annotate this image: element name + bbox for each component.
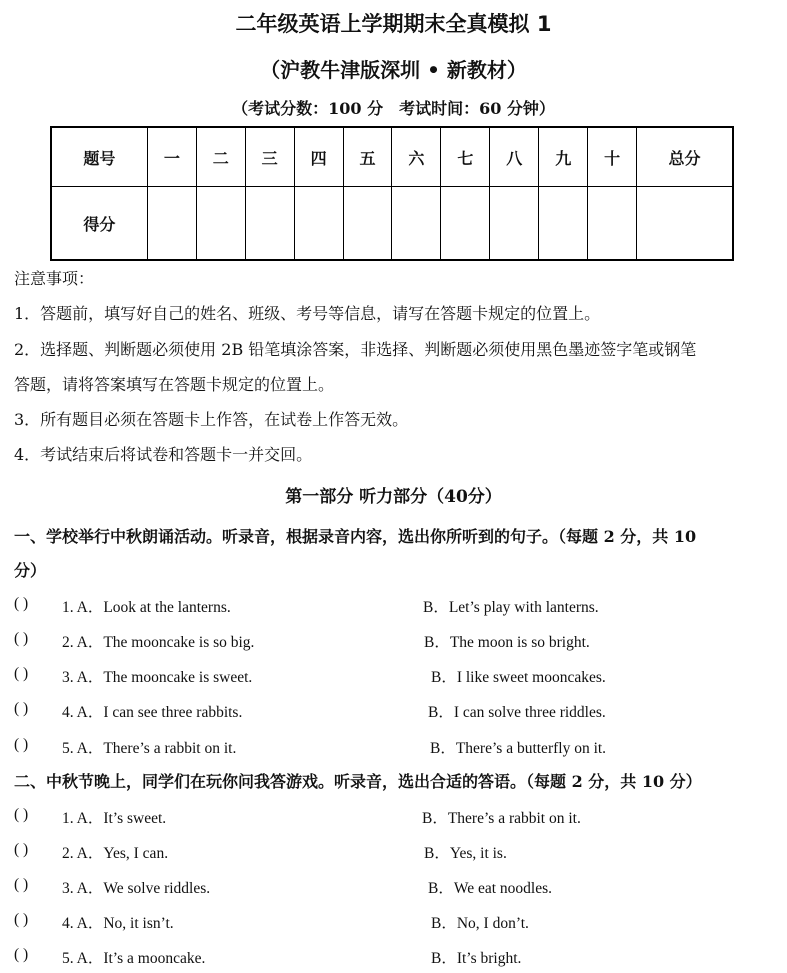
option-a: 3. A．We solve riddles. bbox=[62, 880, 211, 897]
answer-paren: ( ) bbox=[14, 911, 29, 928]
answer-paren: ( ) bbox=[14, 700, 29, 717]
option-b: B．We eat noodles. bbox=[428, 880, 553, 897]
option-a: 2. A．The mooncake is so big. bbox=[62, 634, 255, 651]
score-cell: 二 bbox=[196, 127, 245, 187]
option-b: B．Let’s play with lanterns. bbox=[423, 599, 599, 616]
score-cell: 五 bbox=[343, 127, 392, 187]
score-input-cell bbox=[294, 187, 343, 261]
section1-instruction: 一、学校举行中秋朗诵活动。听录音，根据录音内容，选出你所听到的句子。（每题 2 分，共 10 bbox=[14, 527, 697, 546]
score-cell: 六 bbox=[392, 127, 441, 187]
option-a: 5. A．There’s a rabbit on it. bbox=[62, 740, 237, 757]
score-cell: 九 bbox=[539, 127, 588, 187]
score-cell: 八 bbox=[490, 127, 539, 187]
score-table-header-row bbox=[51, 127, 733, 187]
score-cell: 四 bbox=[294, 127, 343, 187]
score-cell: 三 bbox=[245, 127, 294, 187]
answer-paren: ( ) bbox=[14, 736, 29, 753]
option-b: B．There’s a butterfly on it. bbox=[430, 740, 607, 757]
note-item: 1．答题前，填写好自己的姓名、班级、考号等信息，请写在答题卡规定的位置上。 bbox=[14, 304, 601, 323]
page-subtitle: （沪教牛津版深圳 • 新教材） bbox=[260, 58, 527, 82]
note-item: 3．所有题目必须在答题卡上作答，在试卷上作答无效。 bbox=[14, 410, 409, 429]
option-a: 2. A．Yes, I can. bbox=[62, 845, 169, 862]
option-b: B．I like sweet mooncakes. bbox=[431, 669, 606, 686]
option-b: B．It’s bright. bbox=[431, 950, 522, 967]
answer-paren: ( ) bbox=[14, 841, 29, 858]
score-input-cell bbox=[392, 187, 441, 261]
option-a: 3. A．The mooncake is sweet. bbox=[62, 669, 253, 686]
part1-title: 第一部分 听力部分（40分） bbox=[285, 487, 502, 507]
score-cell: 题号 bbox=[51, 127, 147, 187]
note-item: 4．考试结束后将试卷和答题卡一并交回。 bbox=[14, 445, 313, 464]
score-input-cell bbox=[539, 187, 588, 261]
option-a: 1. A．Look at the lanterns. bbox=[62, 599, 231, 616]
answer-paren: ( ) bbox=[14, 630, 29, 647]
score-input-cell bbox=[441, 187, 490, 261]
option-b: B．There’s a rabbit on it. bbox=[422, 810, 581, 827]
score-input-cell bbox=[245, 187, 294, 261]
note-item: 答题，请将答案填写在答题卡规定的位置上。 bbox=[14, 375, 335, 394]
score-input-cell bbox=[147, 187, 196, 261]
option-a: 5. A．It’s a mooncake. bbox=[62, 950, 206, 967]
score-table bbox=[50, 126, 734, 261]
score-cell: 一 bbox=[147, 127, 196, 187]
notes-heading: 注意事项： bbox=[14, 269, 95, 288]
option-b: B．I can solve three riddles. bbox=[428, 704, 606, 721]
answer-paren: ( ) bbox=[14, 806, 29, 823]
section2-instruction: 二、中秋节晚上，同学们在玩你问我答游戏。听录音，选出合适的答语。（每题 2 分，共 10 分） bbox=[14, 772, 702, 791]
score-cell: 总分 bbox=[637, 127, 733, 187]
score-cell: 十 bbox=[588, 127, 637, 187]
score-cell: 得分 bbox=[51, 187, 147, 261]
page-title: 二年级英语上学期期末全真模拟 1 bbox=[235, 12, 552, 36]
score-input-cell bbox=[490, 187, 539, 261]
score-input-cell bbox=[196, 187, 245, 261]
option-b: B．The moon is so bright. bbox=[424, 634, 590, 651]
answer-paren: ( ) bbox=[14, 946, 29, 963]
answer-paren: ( ) bbox=[14, 876, 29, 893]
score-input-cell bbox=[637, 187, 733, 261]
option-b: B．Yes, it is. bbox=[424, 845, 507, 862]
option-b: B．No, I don’t. bbox=[431, 915, 529, 932]
exam-info: （考试分数：100 分 考试时间：60 分钟） bbox=[232, 99, 555, 118]
score-input-cell bbox=[343, 187, 392, 261]
section1-instruction-cont: 分） bbox=[14, 561, 47, 580]
option-a: 4. A．No, it isn’t. bbox=[62, 915, 174, 932]
answer-paren: ( ) bbox=[14, 595, 29, 612]
score-cell: 七 bbox=[441, 127, 490, 187]
score-table-score-row bbox=[51, 187, 733, 261]
option-a: 4. A．I can see three rabbits. bbox=[62, 704, 243, 721]
option-a: 1. A．It’s sweet. bbox=[62, 810, 167, 827]
answer-paren: ( ) bbox=[14, 665, 29, 682]
score-input-cell bbox=[588, 187, 637, 261]
note-item: 2．选择题、判断题必须使用 2B 铅笔填涂答案，非选择、判断题必须使用黑色墨迹签字笔或钢笔 bbox=[14, 340, 697, 359]
